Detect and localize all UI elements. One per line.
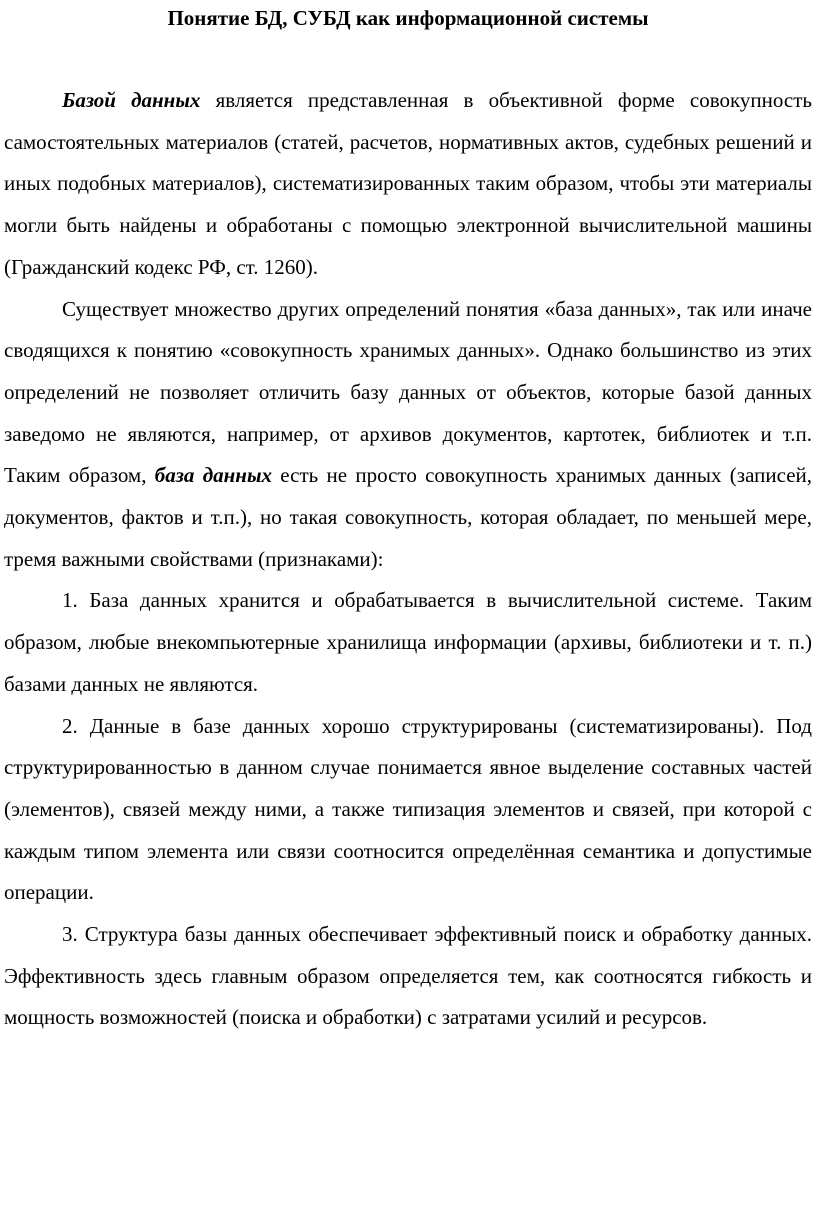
list-item-2: 2. Данные в базе данных хорошо структурированы (систематизированы). Под структурированностью в данном случае понимается явное выделение составных частей (элементов), связей между ними, а также типизация элементов и связей, при которой с каждым типом элемента или связи соотносится определённая семантика и допустимые операции.	[4, 713, 812, 905]
list-item-1: 1. База данных хранится и обрабатывается в вычислительной системе. Таким образом, любые внекомпьютерные хранилища информации (архивы, библиотеки и т. п.) базами данных не являются.	[4, 588, 812, 696]
paragraph-definition	[4, 80, 812, 289]
paragraph-text: Существует множество других определений понятия «база данных», так или иначе сводящихся к понятию «совокупность хранимых данных». Однако большинство из этих определений не позволяет отличить базу данных от объектов, которые базой данных заведомо не являются, например, от архивов документов, картотек, библиотек и т.п. Таким образом,	[4, 296, 812, 488]
document-body	[4, 80, 812, 1039]
term-database: Базой данных	[62, 88, 201, 112]
paragraph-other-definitions	[4, 289, 812, 581]
paragraph-text: является представленная в объективной форме совокупность самостоятельных материалов (статей, расчетов, нормативных актов, судебных решений и иных подобных материалов), систематизированных таким образом, чтобы эти материалы могли быть найдены и обработаны с помощью электронной вычислительной машины (Гражданский кодекс РФ, ст. 1260).	[4, 88, 812, 279]
page-title: Понятие БД, СУБД как информационной системы	[167, 6, 649, 30]
list-item-3: 3. Структура базы данных обеспечивает эффективный поиск и обработку данных. Эффективность здесь главным образом определяется тем, как соотносятся гибкость и мощность возможностей (поиска и обработки) с затратами усилий и ресурсов.	[4, 922, 812, 1030]
term-database-2: база данных	[154, 463, 273, 488]
paragraph-text: есть не просто совокупность хранимых данных (записей, документов, фактов и т.п.), но такая совокупность, которая обладает, по меньшей мере, тремя важными свойствами (признаками):	[4, 463, 812, 571]
